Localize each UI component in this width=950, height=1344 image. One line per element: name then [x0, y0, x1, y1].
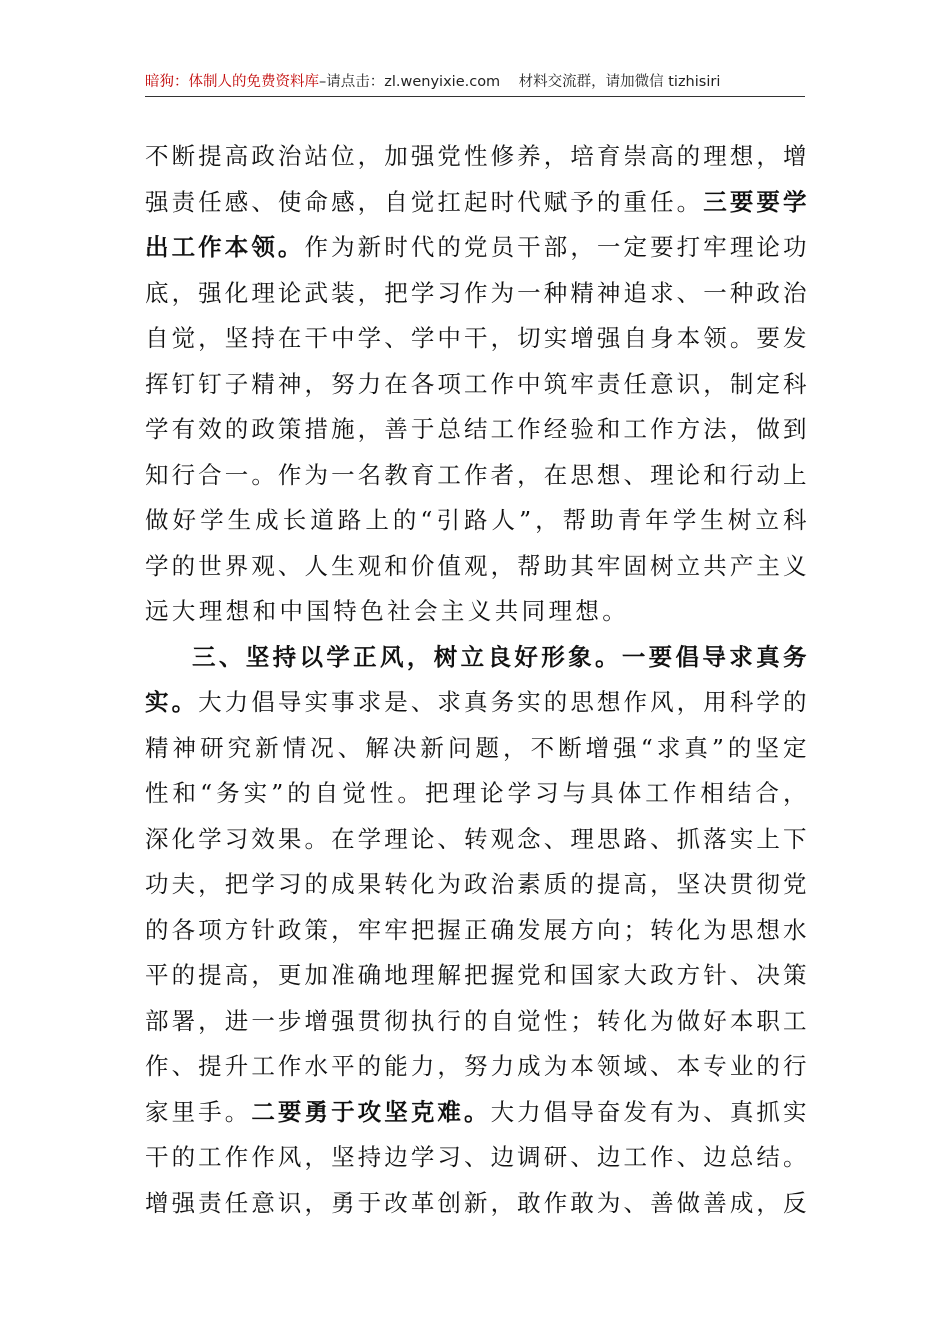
text-line: 出工作本领。作为新时代的党员干部，一定要打牢理论功 [145, 233, 807, 261]
text-line: 挥钉钉子精神，努力在各项工作中筑牢责任意识，制定科 [145, 369, 807, 398]
bold-heading: 三要要学 [703, 187, 807, 216]
text-line: 部署，进一步增强贯彻执行的自觉性；转化为做好本职工 [145, 1006, 807, 1035]
header-url-link[interactable]: zl.wenyixie.com [384, 74, 501, 90]
text-line: 强责任感、使命感，自觉扛起时代赋予的重任。三要要学 [145, 187, 807, 216]
text-line: 干的工作作风，坚持边学习、边调研、边工作、边总结。 [145, 1143, 807, 1171]
text-line: 精神研究新情况、解决新问题，不断增强“求真”的坚定 [145, 733, 807, 762]
text-line: 自觉，坚持在干中学、学中干，切实增强自身本领。要发 [145, 324, 807, 352]
text-line: 的各项方针政策，牢牢把握正确发展方向；转化为思想水 [145, 915, 807, 944]
text-line: 做好学生成长道路上的“引路人”，帮助青年学生树立科 [145, 506, 807, 534]
header-site-name: 暗狗：体制人的免费资料库 [145, 74, 319, 90]
text-line: 不断提高政治站位，加强党性修养，培育崇高的理想，增 [145, 142, 807, 170]
text-line: 底，强化理论武装，把学习作为一种精神追求、一种政治 [145, 278, 807, 307]
bold-heading: 实。 [145, 688, 199, 716]
header-group-note: 材料交流群，请加微信 tizhisiri [518, 74, 721, 90]
text-line: 平的提高，更加准确地理解把握党和国家大政方针、决策 [145, 961, 807, 989]
text-line: 功夫，把学习的成果转化为政治素质的提高，坚决贯彻党 [145, 870, 807, 898]
text-line: 实。大力倡导实事求是、求真务实的思想作风，用科学的 [145, 688, 808, 716]
header-divider [145, 96, 805, 97]
bold-heading: 二要勇于攻坚克难。 [251, 1097, 491, 1126]
text-line: 学有效的政策措施，善于总结工作经验和工作方法，做到 [145, 415, 807, 443]
text-line: 增强责任意识，勇于改革创新，敢作敢为、善做善成，反 [145, 1188, 807, 1217]
text-line: 家里手。二要勇于攻坚克难。大力倡导奋发有为、真抓实 [145, 1097, 808, 1126]
document-body [145, 134, 807, 1226]
header-click-prompt: –请点击： [319, 74, 385, 90]
text-line: 性和“务实”的自觉性。把理论学习与具体工作相结合， [145, 779, 807, 807]
text-line: 远大理想和中国特色社会主义共同理想。 [145, 597, 630, 625]
text-line: 知行合一。作为一名教育工作者，在思想、理论和行动上 [145, 460, 807, 489]
bold-heading: 出工作本领。 [145, 233, 305, 261]
text-line: 学的世界观、人生观和价值观，帮助其牢固树立共产主义 [145, 551, 807, 580]
section-heading: 三、坚持以学正风，树立良好形象。一要倡导求真务 [192, 642, 807, 671]
text-line: 深化学习效果。在学理论、转观念、理思路、抓落实上下 [145, 824, 807, 853]
text-line: 作、提升工作水平的能力，努力成为本领域、本专业的行 [145, 1052, 807, 1080]
page-header [145, 70, 805, 94]
section-heading-line [145, 635, 807, 681]
